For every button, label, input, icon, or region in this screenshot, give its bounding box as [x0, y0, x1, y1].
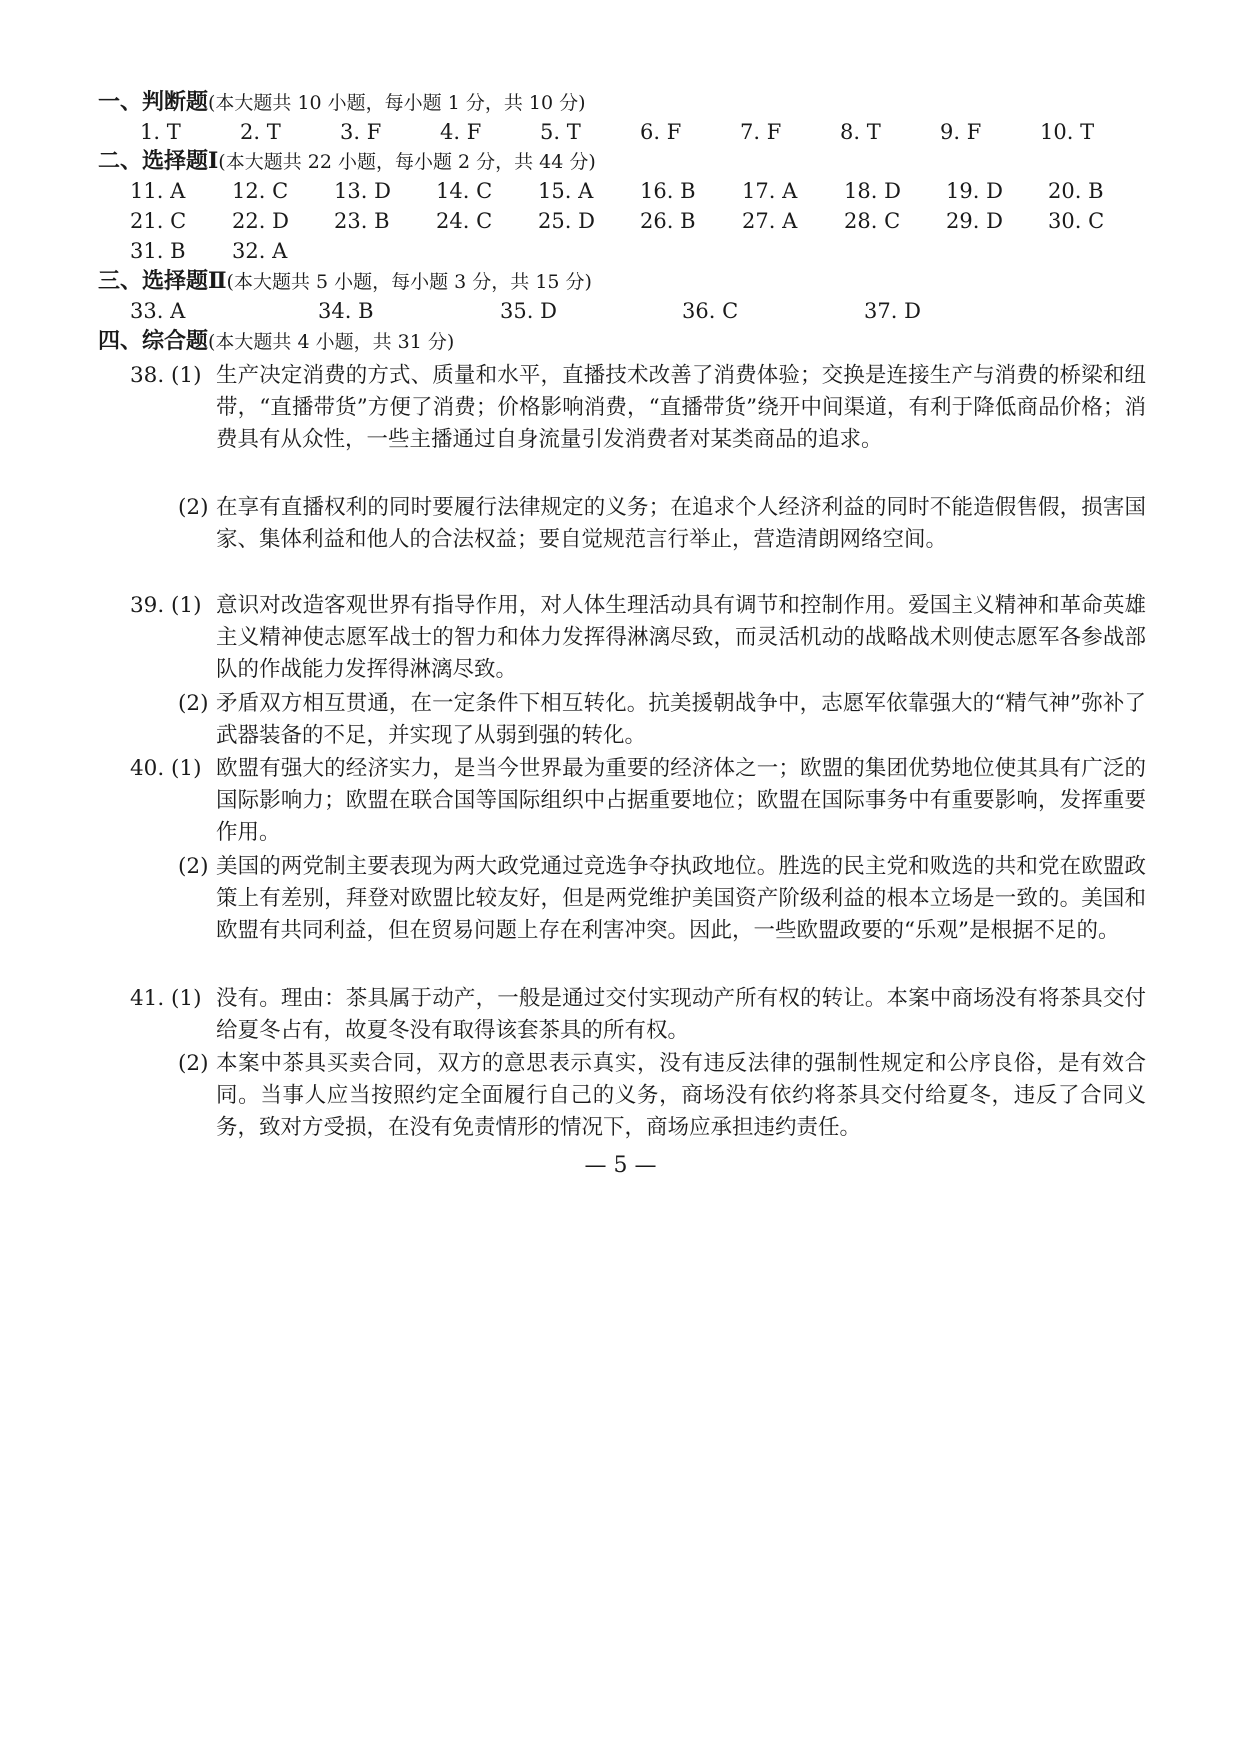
answer-item: 8. T [840, 120, 881, 144]
section-note: (本大题共 10 小题，每小题 1 分，共 10 分) [208, 92, 586, 114]
answer-item: 18. D [844, 179, 901, 203]
answer-item: 4. F [440, 120, 482, 144]
answer-item: 25. D [538, 209, 595, 233]
section-title: 一、判断题 [98, 89, 209, 115]
question-number: 40. (1) [130, 756, 202, 781]
section-note: (本大题共 4 小题，共 31 分) [208, 331, 455, 353]
answer-item: 31. B [130, 239, 186, 263]
answer-text: 没有。理由：茶具属于动产，一般是通过交付实现动产所有权的转让。本案中商场没有将茶具交付给夏冬占有，故夏冬没有取得该套茶具的所有权。 [216, 986, 1146, 1043]
question-number: 38. (1) [130, 363, 202, 388]
answer-item: 9. F [940, 120, 982, 144]
answer-row-choice1-3 [0, 237, 1241, 265]
answer-item: 3. F [340, 120, 382, 144]
answer-item: 35. D [500, 299, 557, 323]
section-title: 四、综合题 [98, 328, 209, 354]
answer-text: 意识对改造客观世界有指导作用，对人体生理活动具有调节和控制作用。爱国主义精神和革命英雄主义精神使志愿军战士的智力和体力发挥得淋漓尽致，而灵活机动的战略战术则使志愿军各参战部队的作战能力发挥得淋漓尽致。 [216, 593, 1146, 682]
answer-item: 5. T [540, 120, 581, 144]
answer-item: 24. C [436, 209, 493, 233]
question-number: 39. (1) [130, 593, 202, 618]
answer-item: 27. A [742, 209, 798, 233]
answer-text: 在享有直播权利的同时要履行法律规定的义务；在追求个人经济利益的同时不能造假售假，损害国家、集体利益和他人的合法权益；要自觉规范言行举止，营造清朗网络空间。 [216, 495, 1146, 552]
answer-item: 28. C [844, 209, 901, 233]
answer-item: 17. A [742, 179, 798, 203]
page-number: — 5 — [584, 1153, 657, 1178]
question-number: (2) [178, 1051, 209, 1076]
answer-item: 19. D [946, 179, 1003, 203]
answer-item: 29. D [946, 209, 1003, 233]
answer-item: 26. B [640, 209, 696, 233]
answer-item: 23. B [334, 209, 390, 233]
answer-item: 20. B [1048, 179, 1104, 203]
section-heading-comprehensive [98, 327, 454, 356]
answer-text: 欧盟有强大的经济实力，是当今世界最为重要的经济体之一；欧盟的集团优势地位使其具有广泛的国际影响力；欧盟在联合国等国际组织中占据重要地位；欧盟在国际事务中有重要影响，发挥重要作用。 [216, 756, 1146, 845]
answer-item: 12. C [232, 179, 289, 203]
answer-item: 22. D [232, 209, 289, 233]
section-title: 三、选择题Ⅱ [98, 268, 227, 294]
answer-item: 30. C [1048, 209, 1105, 233]
section-note: (本大题共 5 小题，每小题 3 分，共 15 分) [226, 271, 592, 293]
section-note: (本大题共 22 小题，每小题 2 分，共 44 分) [218, 151, 596, 173]
answer-item: 13. D [334, 179, 391, 203]
answer-text: 美国的两党制主要表现为两大政党通过竞选争夺执政地位。胜选的民主党和败选的共和党在欧盟政策上有差别，拜登对欧盟比较友好，但是两党维护美国资产阶级利益的根本立场是一致的。美国和欧盟有共同利益，但在贸易问题上存在利害冲突。因此，一些欧盟政要的“乐观”是根据不足的。 [216, 854, 1146, 943]
answer-item: 21. C [130, 209, 187, 233]
answer-item: 33. A [130, 299, 186, 323]
question-number: (2) [178, 495, 209, 520]
answer-item: 34. B [318, 299, 374, 323]
answer-item: 32. A [232, 239, 288, 263]
answer-item: 37. D [864, 299, 921, 323]
answer-text: 本案中茶具买卖合同，双方的意思表示真实，没有违反法律的强制性规定和公序良俗，是有效合同。当事人应当按照约定全面履行自己的义务，商场没有依约将茶具交付给夏冬，违反了合同义务，致对方受损，在没有免责情形的情况下，商场应承担违约责任。 [216, 1051, 1146, 1140]
answer-item: 10. T [1040, 120, 1095, 144]
section-heading-choice2 [98, 267, 592, 296]
answer-item: 14. C [436, 179, 493, 203]
section-heading-choice1 [98, 147, 596, 176]
answer-text: 矛盾双方相互贯通，在一定条件下相互转化。抗美援朝战争中，志愿军依靠强大的“精气神”弥补了武器装备的不足，并实现了从弱到强的转化。 [216, 691, 1146, 748]
question-number: 41. (1) [130, 986, 202, 1011]
question-number: (2) [178, 691, 209, 716]
answer-item: 36. C [682, 299, 739, 323]
answer-row-choice1-2 [0, 207, 1241, 235]
answer-item: 6. F [640, 120, 682, 144]
answer-item: 16. B [640, 179, 696, 203]
answer-row-choice2 [0, 297, 1241, 325]
answer-item: 15. A [538, 179, 594, 203]
answer-item: 2. T [240, 120, 281, 144]
answer-item: 7. F [740, 120, 782, 144]
answer-item: 11. A [130, 179, 186, 203]
section-heading-judge [98, 88, 586, 117]
answer-row-judge [0, 118, 1241, 146]
question-number: (2) [178, 854, 209, 879]
section-title: 二、选择题Ⅰ [98, 148, 219, 174]
answer-text: 生产决定消费的方式、质量和水平，直播技术改善了消费体验；交换是连接生产与消费的桥梁和纽带，“直播带货”方便了消费；价格影响消费，“直播带货”绕开中间渠道，有利于降低商品价格；消费具有从众性，一些主播通过自身流量引发消费者对某类商品的追求。 [216, 363, 1146, 452]
answer-row-choice1-1 [0, 177, 1241, 205]
answer-item: 1. T [140, 120, 181, 144]
